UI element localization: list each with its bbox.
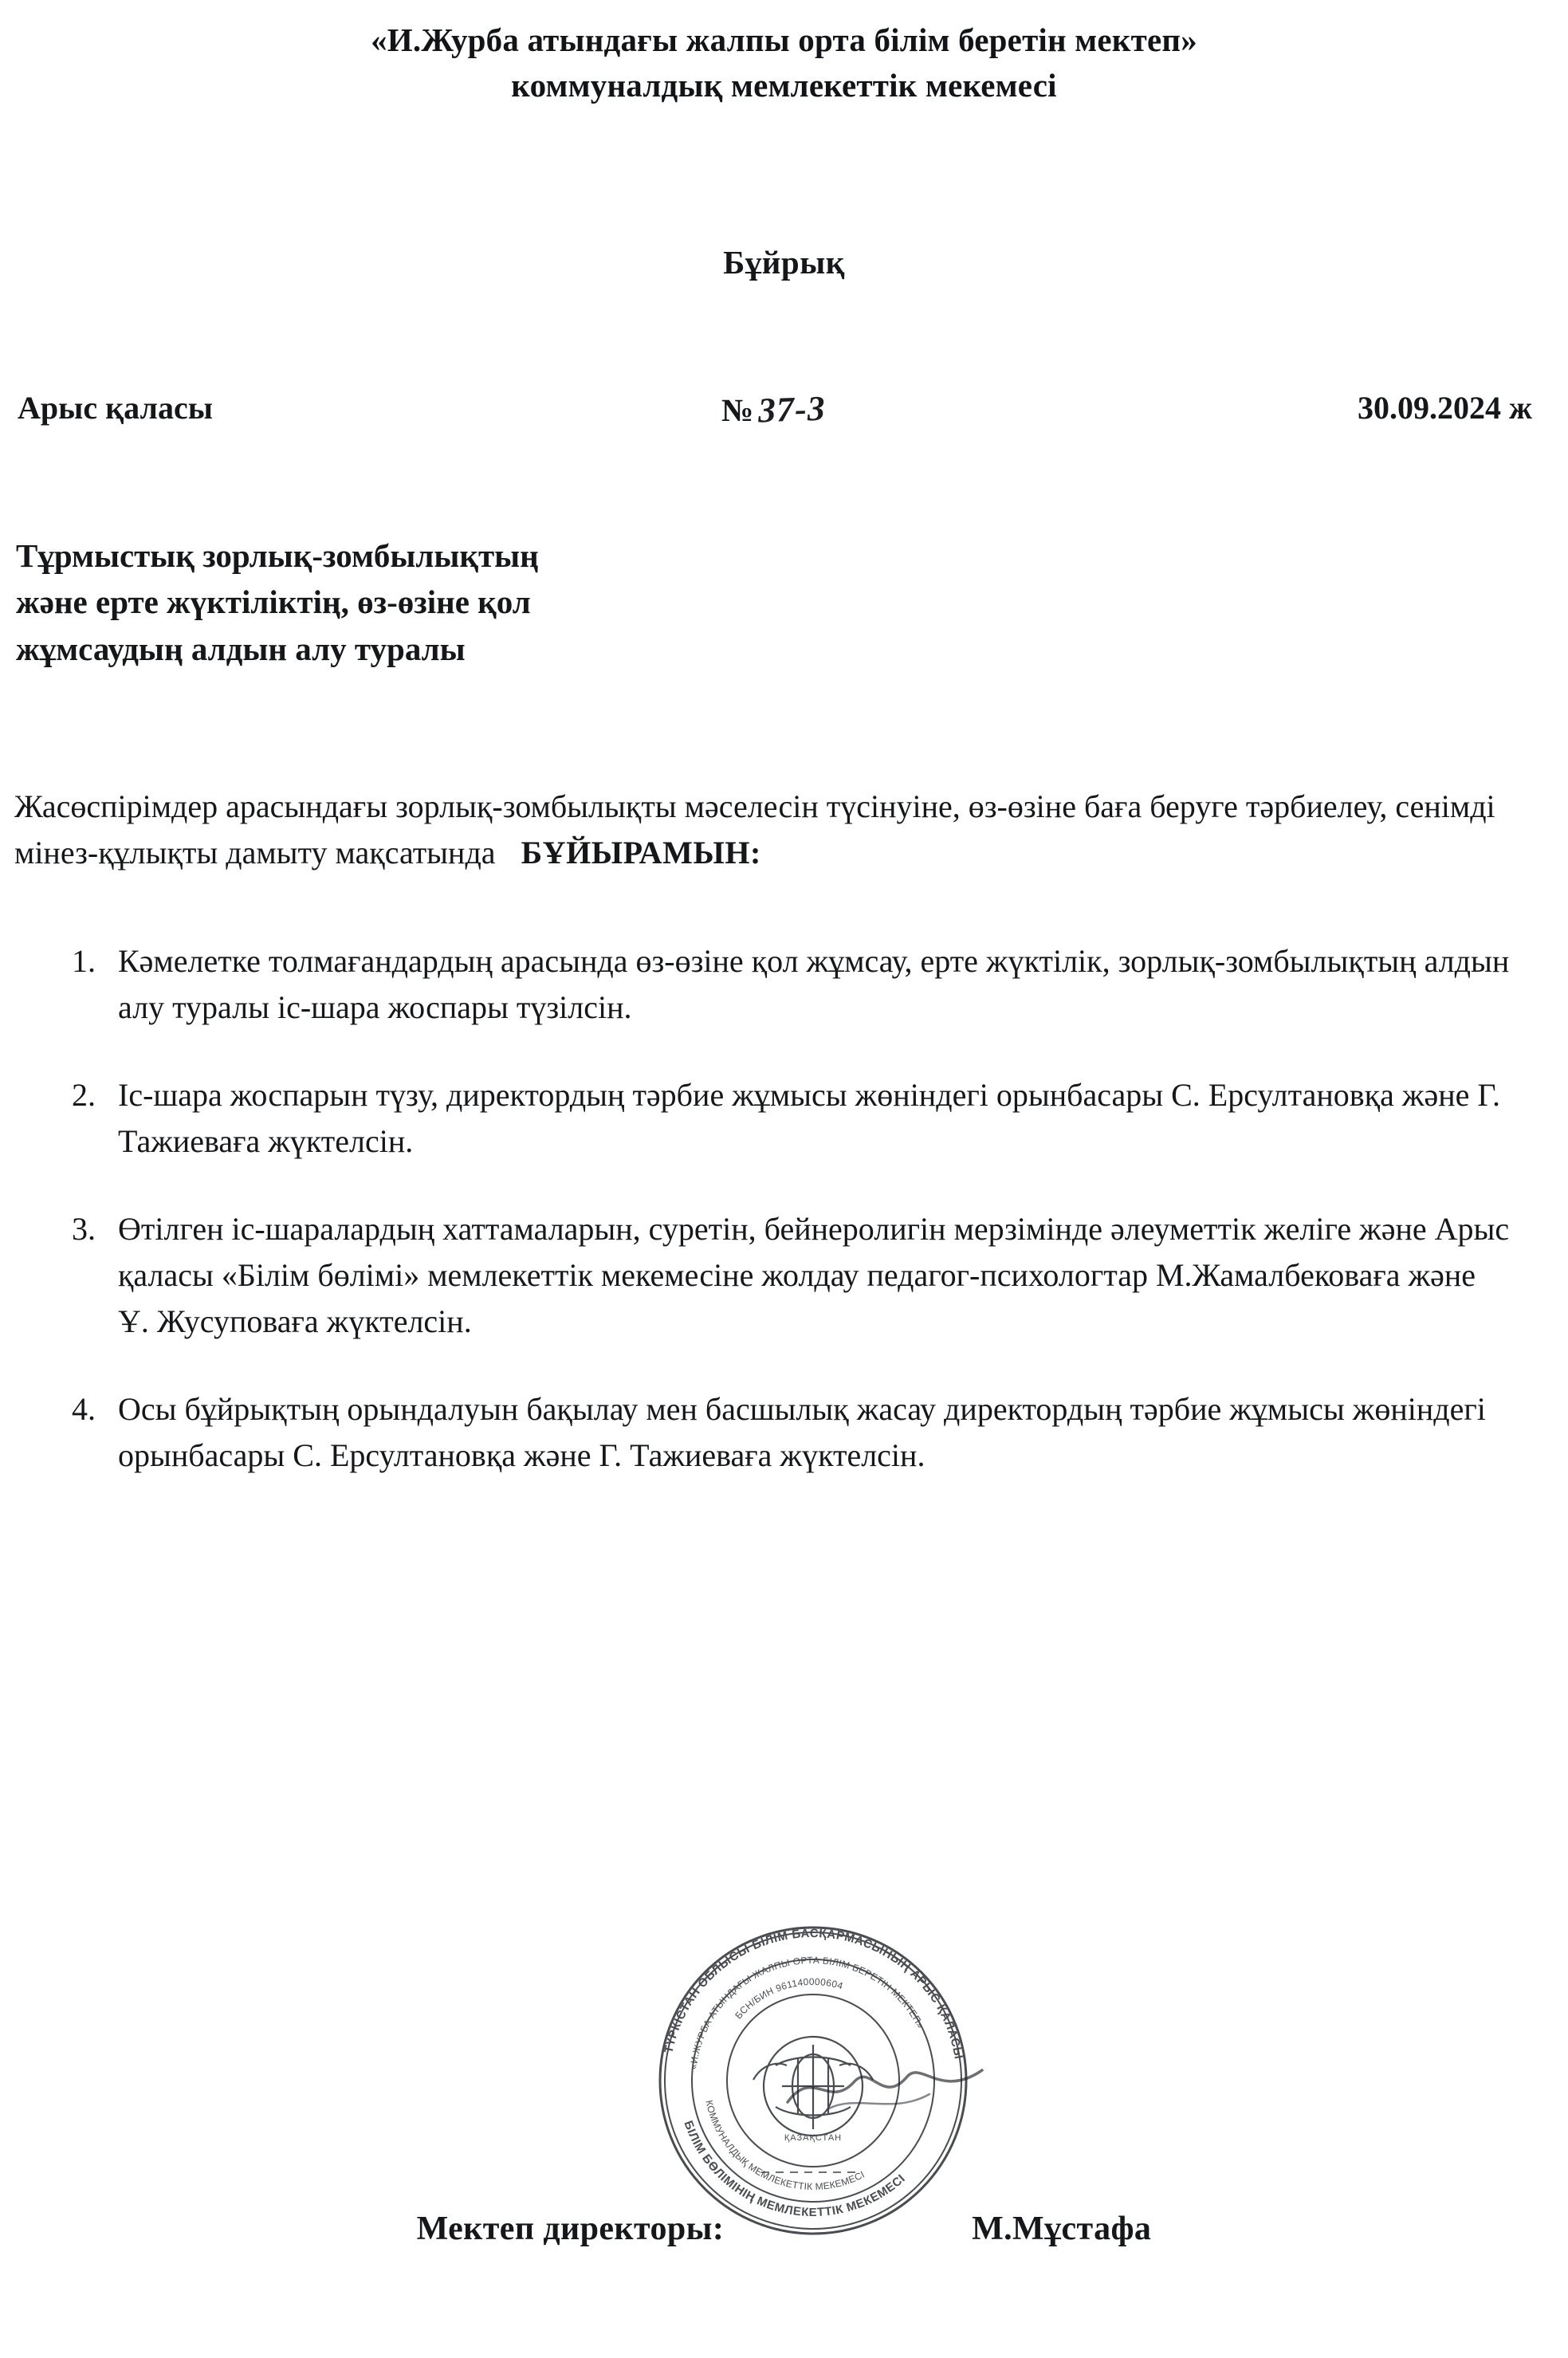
document-subject <box>16 533 861 672</box>
svg-text:КОММУНАЛДЫҚ МЕМЛЕКЕТТІК МЕКЕМЕ: КОММУНАЛДЫҚ МЕМЛЕКЕТТІК МЕКЕМЕСІ <box>703 2099 867 2193</box>
subject-line-2: және ерте жүктіліктің, өз-өзіне қол <box>16 584 531 621</box>
list-item <box>118 1206 1568 1345</box>
order-item-text-1: Кәмелетке толмағандардың арасында өз-өзіне қол жұмсау, ерте жүктілік, зорлық-зомбылықтың алдын алу туралы іс-шара жоспары түзілсін. <box>118 942 1510 1025</box>
subject-line-3: жұмсаудың алдын алу туралы <box>16 630 466 667</box>
document-date: 30.09.2024 ж <box>1357 390 1532 426</box>
number-value-handwritten: 37-3 <box>757 388 827 430</box>
order-keyword: БҰЙЫРАМЫН: <box>521 834 761 870</box>
order-item-text-3: Өтілген іс-шаралардың хаттамаларын, суретін, бейнеролигін мерзімінде әлеуметтік желіге және Арыс қаласы «Білім бөлімі» мемлекеттік мекемесіне жолдау педагог-психологтар М.Жамалбековаға және Ұ. Жусуповаға жүктелсін. <box>118 1210 1510 1339</box>
handwritten-signature <box>781 2053 988 2124</box>
signature-title: Мектеп директоры: <box>416 2211 725 2247</box>
order-items-list <box>0 938 1568 1479</box>
svg-text:«И.ЖУРБА АТЫНДАҒЫ ЖАЛПЫ ОРТА Б: «И.ЖУРБА АТЫНДАҒЫ ЖАЛПЫ ОРТА БІЛІМ БЕРЕТІН МЕКТЕП» <box>687 1954 926 2070</box>
organization-header-line-1: «И.Журба атындағы жалпы орта білім беретін мектеп» <box>371 22 1197 58</box>
list-item <box>118 938 1568 1031</box>
signature-block <box>0 2210 1568 2248</box>
preamble-text: Жасөспірімдер арасындағы зорлық-зомбылықты мәселесін түсінуіне, өз-өзіне баға беруге тәрбиелеу, сенімді мінез-құлықты дамыту мақсатында <box>14 788 1495 870</box>
order-item-text-2: Іс-шара жоспарын түзу, директордың тәрбие жұмысы жөніндегі орынбасары С. Ерсултановқа және Г. Тажиеваға жүктелсін. <box>118 1076 1501 1159</box>
preamble-paragraph <box>14 784 1512 876</box>
document-number <box>721 389 826 430</box>
svg-text:ТҮРКІСТАН ОБЛЫСЫ БІЛІМ БАСҚАРМ: ТҮРКІСТАН ОБЛЫСЫ БІЛІМ БАСҚАРМАСЫНЫҢ АРЫС ҚАЛАСЫ <box>662 1926 966 2061</box>
order-item-text-4: Осы бұйрықтың орындалуын бақылау мен басшылық жасау директордың тәрбие жұмысы жөніндегі орынбасары С. Ерсултановқа және Г. Тажиеваға жүктелсін. <box>118 1390 1486 1473</box>
document-meta-row <box>0 389 1568 445</box>
organization-header <box>0 0 1568 108</box>
organization-header-line-2: коммуналдық мемлекеттік мекемесі <box>511 66 1057 104</box>
document-type-title: Бұйрық <box>723 244 845 281</box>
list-item <box>118 1386 1568 1479</box>
signature-inner <box>417 2210 1152 2248</box>
list-item <box>118 1072 1568 1165</box>
signature-name: М.Мұстафа <box>972 2211 1152 2247</box>
svg-text:БІЛІМ БӨЛІМІНІҢ МЕМЛЕКЕТТІК МЕ: БІЛІМ БӨЛІМІНІҢ МЕМЛЕКЕТТІК МЕКЕМЕСІ <box>681 2119 909 2220</box>
number-symbol: № <box>721 392 754 429</box>
svg-text:БСН/БИН 961140000604: БСН/БИН 961140000604 <box>733 1975 845 2022</box>
subject-line-1: Тұрмыстық зорлық-зомбылықтың <box>16 537 539 575</box>
city-label: Арыс қаласы <box>18 390 213 426</box>
stamp-emblem-text: ҚАЗАҚСТАН <box>784 2133 843 2143</box>
